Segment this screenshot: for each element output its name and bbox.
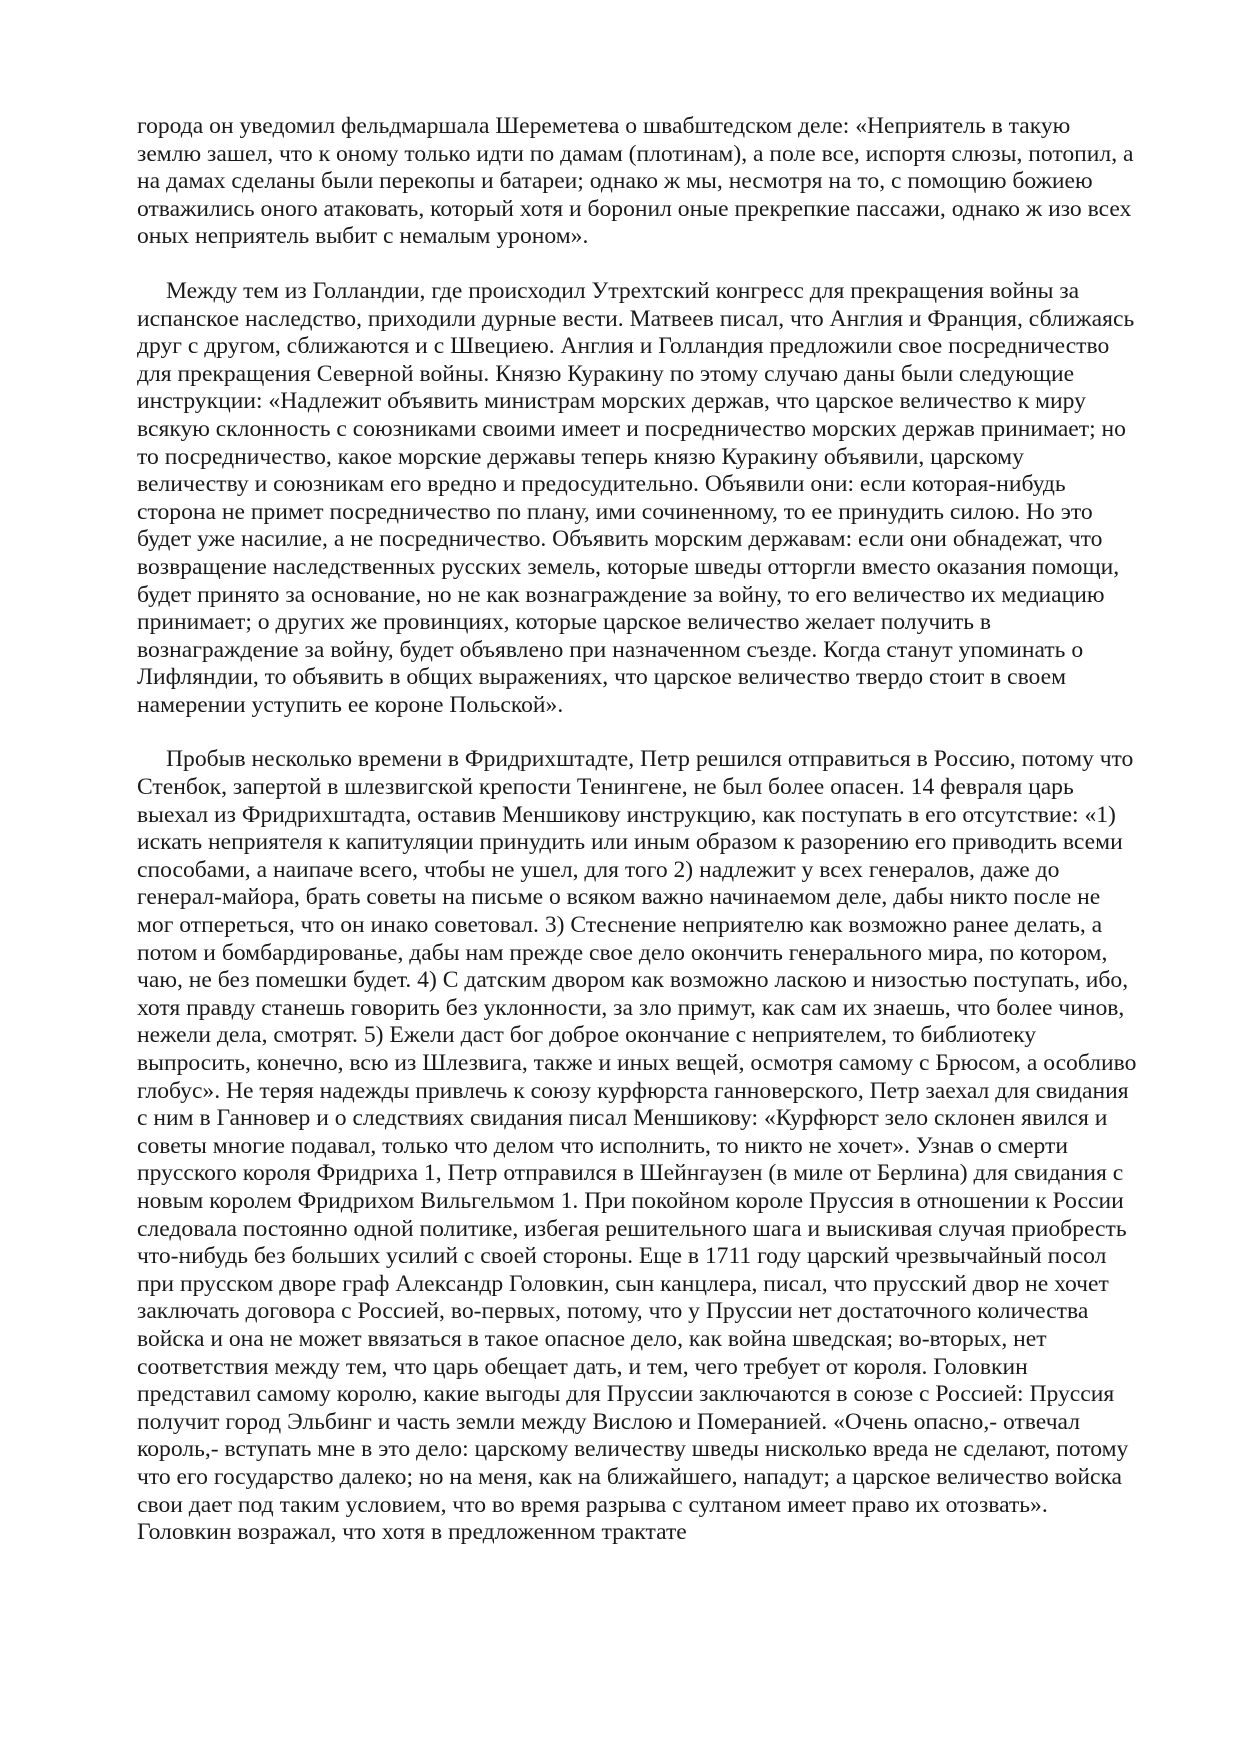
paragraph-2: Между тем из Голландии, где происходил Утрехтский конгресс для прекращения войны за испанское наследство, приходили дурные вести. Матвеев писал, что Англия и Франция, сближаясь друг с другом, сближаются и с Швециею. Англия и Голландия предложили свое посредничество для прекращения Северной войны. Князю Куракину по этому случаю даны были следующие инструкции: «Надлежит объявить министрам морских держав, что царское величество к миру всякую склонность с союзниками своими имеет и посредничество морских держав принимает; но то посредничество, какое морские державы теперь князю Куракину объявили, царскому величеству и союзникам его вредно и предосудительно. Объявили они: если которая-нибудь сторона не примет посредничество по плану, ими сочиненному, то ее принудить силою. Но это будет уже насилие, а не посредничество. Объявить морским державам: если они обнадежат, что возвращение наследственных русских земель, которые шведы отторгли вместо оказания помощи, будет принято за основание, но не как вознаграждение за войну, то его величество их медиацию принимает; о других же провинциях, которые царское величество желает получить в вознаграждение за войну, будет объявлено при назначенном съезде. Когда станут упоминать о Лифляндии, то объявить в общих выражениях, что царское величество твердо стоит в своем намерении уступить ее короне Польской». [137, 277, 1135, 718]
paragraph-1: города он уведомил фельдмаршала Шереметева о швабштедском деле: «Неприятель в такую землю зашел, что к оному только идти по дамам (плотинам), а поле все, испортя слюзы, потопил, а на дамах сделаны были перекопы и батареи; однако ж мы, несмотря на то, с помощию божиею отважились оного атаковать, который хотя и боронил оные прекрепкие пассажи, однако ж изо всех оных неприятель выбит с немалым уроном». [137, 113, 1134, 250]
paragraph-3: Пробыв несколько времени в Фридрихштадте, Петр решился отправиться в Россию, потому что Стенбок, запертой в шлезвигской крепости Тенингене, не был более опасен. 14 февраля царь выехал из Фридрихштадта, оставив Меншикову инструкцию, как поступать в его отсутствие: «1) искать неприятеля к капитуляции принудить или иным образом к разорению его приводить всеми способами, а наипаче всего, чтобы не ушел, для того 2) надлежит у всех генералов, даже до генерал-майора, брать советы на письме о всяком важно начинаемом деле, дабы никто после не мог отпереться, что он инако советовал. 3) Стеснение неприятелю как возможно ранее делать, а потом и бомбардированье, дабы нам прежде свое дело окончить генерального мира, по котором, чаю, не без помешки будет. 4) С датским двором как возможно ласкою и низостью поступать, ибо, хотя правду станешь говорить без уклонности, за зло примут, как сам их знаешь, что более чинов, нежели дела, смотрят. 5) Ежели даст бог доброе окончание с неприятелем, то библиотеку выпросить, конечно, всю из Шлезвига, также и иных вещей, осмотря самому с Брюсом, а особливо глобус». Не теряя надежды привлечь к союзу курфюрста ганноверского, Петр заехал для свидания с ним в Ганновер и о следствиях свидания писал Меншикову: «Курфюрст зело склонен явился и советы многие подавал, только что делом что исполнить, то никто не хочет». Узнав о смерти прусского короля Фридриха 1, Петр отправился в Шейнгаузен (в миле от Берлина) для свидания с новым королем Фридрихом Вильгельмом 1. При покойном короле Пруссия в отношении к России следовала постоянно одной политике, избегая решительного шага и выискивая случая приобресть что-нибудь без больших усилий с своей стороны. Еще в 1711 году царский чрезвычайный посол при прусском дворе граф Александр Головкин, сын канцлера, писал, что прусский двор не хочет заключать договора с Россией, во-первых, потому, что у Пруссии нет достаточного количества войска и она не может ввязаться в такое опасное дело, как война шведская; во-вторых, нет соответствия между тем, что царь обещает дать, и тем, чего требует от короля. Головкин представил самому королю, какие выгоды для Пруссии заключаются в союзе с Россией: Пруссия получит город Эльбинг и часть земли между Вислою и Померанией. «Очень опасно,- отвечал король,- вступать мне в это дело: царскому величеству шведы нисколько вреда не сделают, потому что его государство далеко; но на меня, как на ближайшего, нападут; а царское величество войска свои дает под таким условием, что во время разрыва с султаном имеет право их отозвать». Головкин возражал, что хотя в предложенном трактате [137, 746, 1137, 1546]
document-page [137, 113, 1137, 1547]
